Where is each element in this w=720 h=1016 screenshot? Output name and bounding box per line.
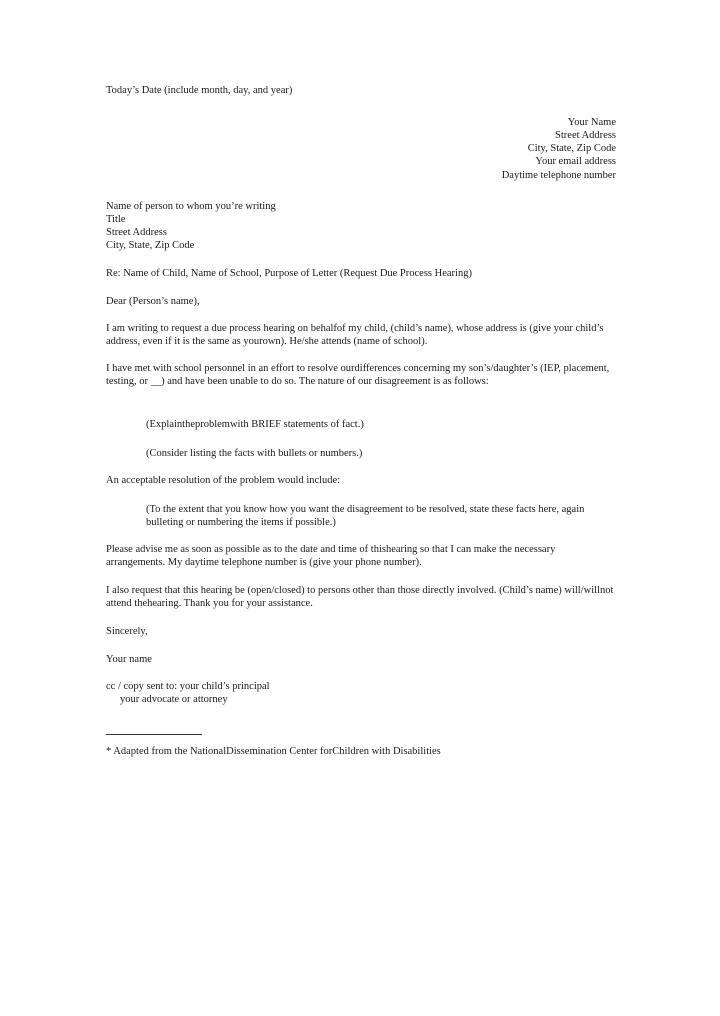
- salutation: Dear (Person’s name),: [106, 296, 200, 307]
- sender-city: City, State, Zip Code: [527, 143, 616, 154]
- cc-line-2: your advocate or attorney: [120, 694, 228, 705]
- recipient-title: Title: [106, 214, 126, 225]
- recipient-name: Name of person to whom you’re writing: [106, 201, 276, 212]
- indented-item-2: (Consider listing the facts with bullets or numbers.): [146, 448, 363, 459]
- sender-phone: Daytime telephone number: [501, 170, 616, 181]
- recipient-street: Street Address: [106, 227, 167, 238]
- date-line: Today’s Date (include month, day, and year): [106, 85, 293, 96]
- footnote-divider: [106, 734, 202, 735]
- closing: Sincerely,: [106, 626, 148, 637]
- indented-item-3: (To the extent that you know how you want the disagreement to be resolved, state these facts here, again bulleting or numbering the items if possible.): [146, 504, 585, 528]
- resolution-intro: An acceptable resolution of the problem would include:: [106, 475, 341, 486]
- body-paragraph-1: I am writing to request a due process hearing on behalfof my child, (child’s name), whose address is (give your child’s address, even if it is the same as yourown). He/she attends (name of school).: [106, 323, 604, 347]
- body-paragraph-4: I also request that this hearing be (open/closed) to persons other than those directly involved. (Child’s name) will/willnot attend thehearing. Thank you for your assistance.: [106, 585, 614, 609]
- indented-item-1: (Explaintheproblemwith BRIEF statements of fact.): [146, 419, 364, 430]
- sender-name: Your Name: [567, 117, 616, 128]
- cc-line-1: cc / copy sent to: your child’s principal: [106, 681, 270, 692]
- recipient-city: City, State, Zip Code: [106, 240, 195, 251]
- body-paragraph-2: I have met with school personnel in an effort to resolve ourdifferences concerning my son’s/daughter’s (IEP, placement, testing, or __) and have been unable to do so. The nature of our disagreement is as follows:: [106, 363, 610, 387]
- re-line: Re: Name of Child, Name of School, Purpose of Letter (Request Due Process Hearing): [106, 268, 472, 279]
- sender-street: Street Address: [555, 130, 616, 141]
- signature: Your name: [106, 654, 152, 665]
- footnote: * Adapted from the NationalDissemination Center forChildren with Disabilities: [106, 746, 441, 757]
- sender-email: Your email address: [535, 156, 616, 167]
- body-paragraph-3: Please advise me as soon as possible as to the date and time of thishearing so that I can make the necessary arrangements. My daytime telephone number is (give your phone number).: [106, 544, 556, 568]
